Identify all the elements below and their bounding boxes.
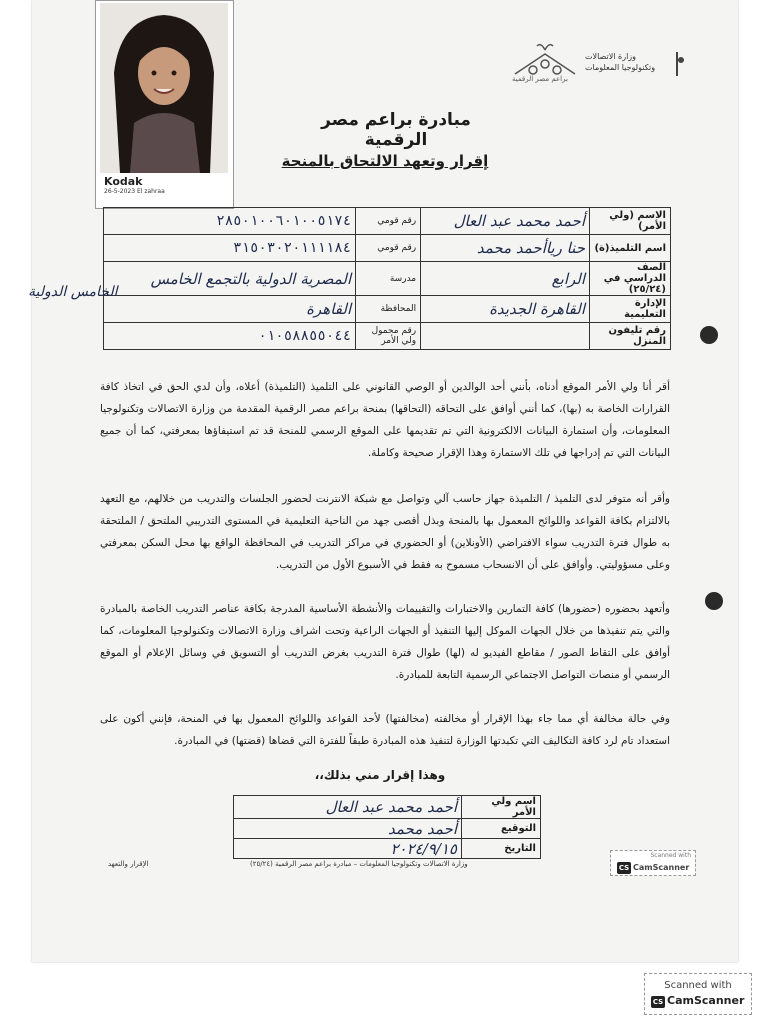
mobile-label: رقم محمول ولي الأمر: [356, 323, 421, 350]
governorate-value: القاهرة: [104, 296, 356, 323]
camscanner-brand: [651, 994, 744, 1008]
camscanner-icon: CS: [618, 864, 630, 872]
table-row: [234, 819, 541, 839]
student-id-value: ٣١٥٠٣٠٢٠١١١١٨٤: [104, 235, 356, 262]
footer-left-text: الإقرار والتعهد: [108, 860, 149, 868]
school-name-overflow: الخامس الدولية: [28, 284, 118, 300]
signature-name-label: اسم ولي الأمر: [462, 796, 541, 819]
ministry-name-line2: وتكنولوجيا المعلومات: [585, 63, 656, 72]
table-row: [234, 839, 541, 859]
paragraph-4: وفي حالة مخالفة أي مما جاء بهذا الإقرار أو مخالفته (مخالفتها) لأحد القواعد واللوائح المعمول بها في المنحة، فإنني أكون على استعداد تام لرد كافة التكاليف التي تكبدتها الوزارة لتنفيذ هذه المبادرة طبقاً للفترة التي قضاها (قضتها) في المبادرة.: [100, 713, 670, 747]
paragraph-1: أقر أنا ولي الأمر الموقع أدناه، بأنني أحد الوالدين أو الوصي القانوني على التلميذ (التلميذة) أعلاه، وأن لدي الحق في اتخاذ كافة القرارات الخاصة به (بها)، كما أنني أوافق على التحاقه (التحاقها) بمنحة براعم مصر الرقمية المقدمة من وزارة الاتصالات وتكنولوجيا المعلومات، وأن استمارة البيانات الالكترونية التي تم تقديمها على الموقع الرسمي للمنحة قد تم استيفاؤها بمعرفتي، كما أن جميع البيانات التي تم إدراجها في تلك الاستمارة وهذا الإقرار صحيحة وكاملة.: [100, 381, 670, 459]
document-title: مبادرة براعم مصر الرقمية: [321, 110, 471, 150]
footer-middle-text: وزارة الاتصالات وتكنولوجيا المعلومات – مبادرة براعم مصر الرقمية (٢٥/٢٤): [250, 860, 468, 868]
camscanner-watermark: [644, 973, 752, 1015]
signature-value: أحمد محمد: [234, 819, 462, 839]
guardian-id-value: ٢٨٥٠١٠٠٦٠١٠٠٥١٧٤: [104, 208, 356, 235]
home-phone-label: رقم تليفون المنزل: [590, 323, 671, 350]
camscanner-brand: [617, 862, 689, 874]
guardian-id-label: رقم قومي: [356, 208, 421, 235]
date-value: ٢٠٢٤/٩/١٥: [234, 839, 462, 859]
home-phone-value: [421, 323, 590, 350]
school-value: المصرية الدولية بالتجمع الخامس: [104, 262, 356, 296]
table-row: [104, 323, 671, 350]
paragraph-3: وأتعهد بحضوره (حضورها) كافة التمارين والاختبارات والتقييمات والأنشطة الأساسية المدرجة بكافة عناصر التدريب الخاصة بالمبادرة والتي يتم تنفيذها من خلال الجهات الموكل إليها التنفيذ أو الجهات الراعية وتحت اشراف وزارة الاتصالات وتكنولوجيا المعلومات، كما أوافق على التقاط الصور / مقاطع الفيديو له (لها) طوال فترة التدريب بغرض التدريب أو التسويق في وسائل الإعلام أو الموقع الرسمي أو منصات التواصل الاجتماعي الرسمية التابعة للمبادرة.: [100, 603, 670, 681]
table-row: [104, 235, 671, 262]
student-id-label: رقم قومي: [356, 235, 421, 262]
camscanner-label: CamScanner: [633, 863, 690, 872]
logo-caption: براعم مصر الرقمية: [512, 75, 568, 83]
declaration-line: وهذا إقرار مني بذلك،،: [314, 768, 446, 782]
paragraph-2: وأقر أنه متوفر لدى التلميذ / التلميذة جهاز حاسب آلي وتواصل مع شبكة الانترنت لحضور الجلسات والتدريب من خلالهم، مع التعهد بالالتزام بكافة القواعد واللوائح المعمول بها بالمنحة وبذل أقصى جهد من الناحية التعليمية في المستوى التدريبي الملتحق / الملتحقة به طوال فترة التدريب سواء الافتراضي (الأونلاين) أو الحضوري في مراكز التدريب في المحافظة الواقع بها محل السكن بمعرفتي وعلى مسؤوليتي. وأوافق على أن الانسحاب مسموح به فقط في الأسبوع الأول من التدريب.: [100, 493, 670, 571]
scanned-with-text: Scanned with: [650, 852, 691, 859]
guardian-name-label: الاسم (ولي الأمر): [590, 208, 671, 235]
document-subtitle: إقرار وتعهد الالتحاق بالمنحة: [281, 152, 489, 170]
table-row: [104, 262, 671, 296]
admin-value: القاهرة الجديدة: [421, 296, 590, 323]
table-row: [104, 296, 671, 323]
signature-name-value: أحمد محمد عبد العال: [234, 796, 462, 819]
student-name-label: اسم التلميذ(ة): [590, 235, 671, 262]
camscanner-watermark-small: [610, 850, 696, 876]
student-info-table: [103, 207, 671, 350]
photo-date-stamp: 26-5-2023 El zahraa: [104, 188, 165, 195]
table-row: [234, 796, 541, 819]
school-label: مدرسة: [356, 262, 421, 296]
ministry-name-line1: وزارة الاتصالات: [585, 52, 637, 61]
portrait-image: [100, 3, 228, 173]
scanned-with-text: Scanned with: [664, 980, 732, 991]
punch-hole-icon: [705, 592, 723, 610]
punch-hole-icon: [700, 326, 718, 344]
signature-table: [233, 795, 541, 859]
admin-label: الإدارة التعليمية: [590, 296, 671, 323]
grade-label: الصف الدراسي في (٢٥/٢٤): [590, 262, 671, 296]
governorate-label: المحافظة: [356, 296, 421, 323]
signature-label: التوقيع: [462, 819, 541, 839]
mobile-value: ٠١٠٥٨٨٥٥٠٤٤: [104, 323, 356, 350]
table-row: [104, 208, 671, 235]
date-label: التاريخ: [462, 839, 541, 859]
grade-value: الرابع: [421, 262, 590, 296]
guardian-name-value: أحمد محمد عبد العال: [421, 208, 590, 235]
camscanner-icon: CS: [652, 998, 664, 1006]
student-name-value: حنا رياأحمد محمد: [421, 235, 590, 262]
camscanner-label: CamScanner: [667, 994, 745, 1007]
kodak-logo: Kodak: [104, 175, 143, 188]
